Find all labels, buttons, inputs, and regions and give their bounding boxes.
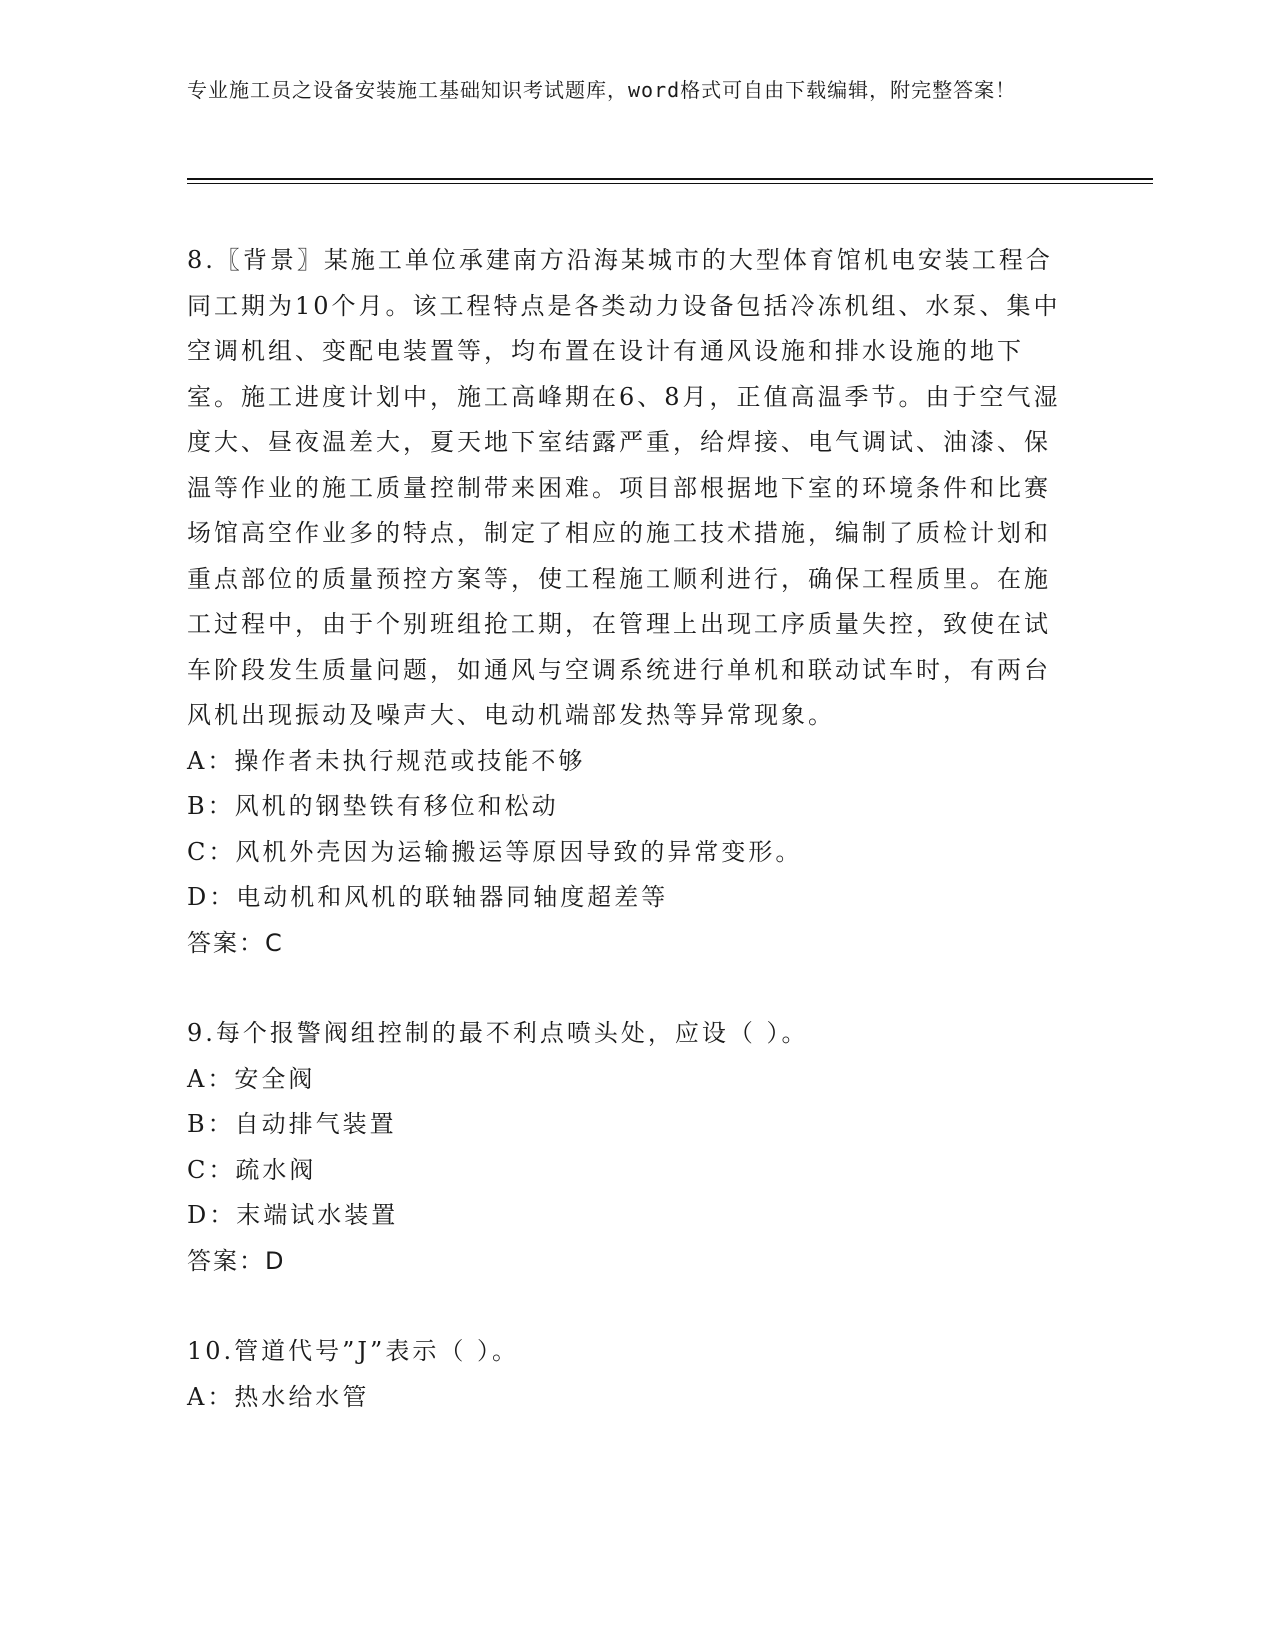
answer: 答案：D xyxy=(187,1246,286,1275)
option-b: B：风机的钢垫铁有移位和松动 xyxy=(187,792,559,820)
question-gap xyxy=(187,966,1067,1011)
question-list xyxy=(187,238,1067,1420)
question-8 xyxy=(187,238,1067,966)
option-a: A：安全阀 xyxy=(187,1064,316,1093)
question-gap xyxy=(187,1284,1067,1329)
option-b: B：自动排气装置 xyxy=(187,1110,397,1138)
option-d: D：末端试水装置 xyxy=(187,1201,399,1229)
page-header: 专业施工员之设备安装施工基础知识考试题库，word格式可自由下载编辑，附完整答案！ xyxy=(187,78,1017,102)
question-10 xyxy=(187,1329,1067,1420)
header-rule-thin xyxy=(187,183,1153,184)
option-a: A：操作者未执行规范或技能不够 xyxy=(187,746,586,775)
question-stem: 8.〖背景〗某施工单位承建南方沿海某城市的大型体育馆机电安装工程合同工期为10个月。该工程特点是各类动力设备包括冷冻机组、水泵、集中空调机组、变配电装置等，均布置在设计有通风设施和排水设施的地下室。施工进度计划中，施工高峰期在6、8月，正值高温季节。由于空气湿度大、昼夜温差大，夏天地下室结露严重，给焊接、电气调试、油漆、保温等作业的施工质量控制带来困难。项目部根据地下室的环境条件和比赛场馆高空作业多的特点，制定了相应的施工技术措施，编制了质检计划和重点部位的质量预控方案等，使工程施工顺利进行，确保工程质里。在施工过程中，由于个别班组抢工期，在管理上出现工序质量失控，致使在试车阶段发生质量问题，如通风与空调系统进行单机和联动试车时，有两台风机出现振动及噪声大、电动机端部发热等异常现象。 xyxy=(187,246,1061,729)
option-c: C：疏水阀 xyxy=(187,1155,317,1184)
option-a: A：热水给水管 xyxy=(187,1382,370,1411)
option-d: D：电动机和风机的联轴器同轴度超差等 xyxy=(187,883,669,911)
answer: 答案：C xyxy=(187,928,284,957)
question-9 xyxy=(187,1011,1067,1284)
question-stem: 9.每个报警阀组控制的最不利点喷头处，应设（ ）。 xyxy=(187,1019,809,1047)
option-c: C：风机外壳因为运输搬运等原因导致的异常变形。 xyxy=(187,837,803,866)
header-rule-thick xyxy=(187,178,1153,180)
question-stem: 10.管道代号”J”表示（ ）。 xyxy=(187,1337,519,1365)
